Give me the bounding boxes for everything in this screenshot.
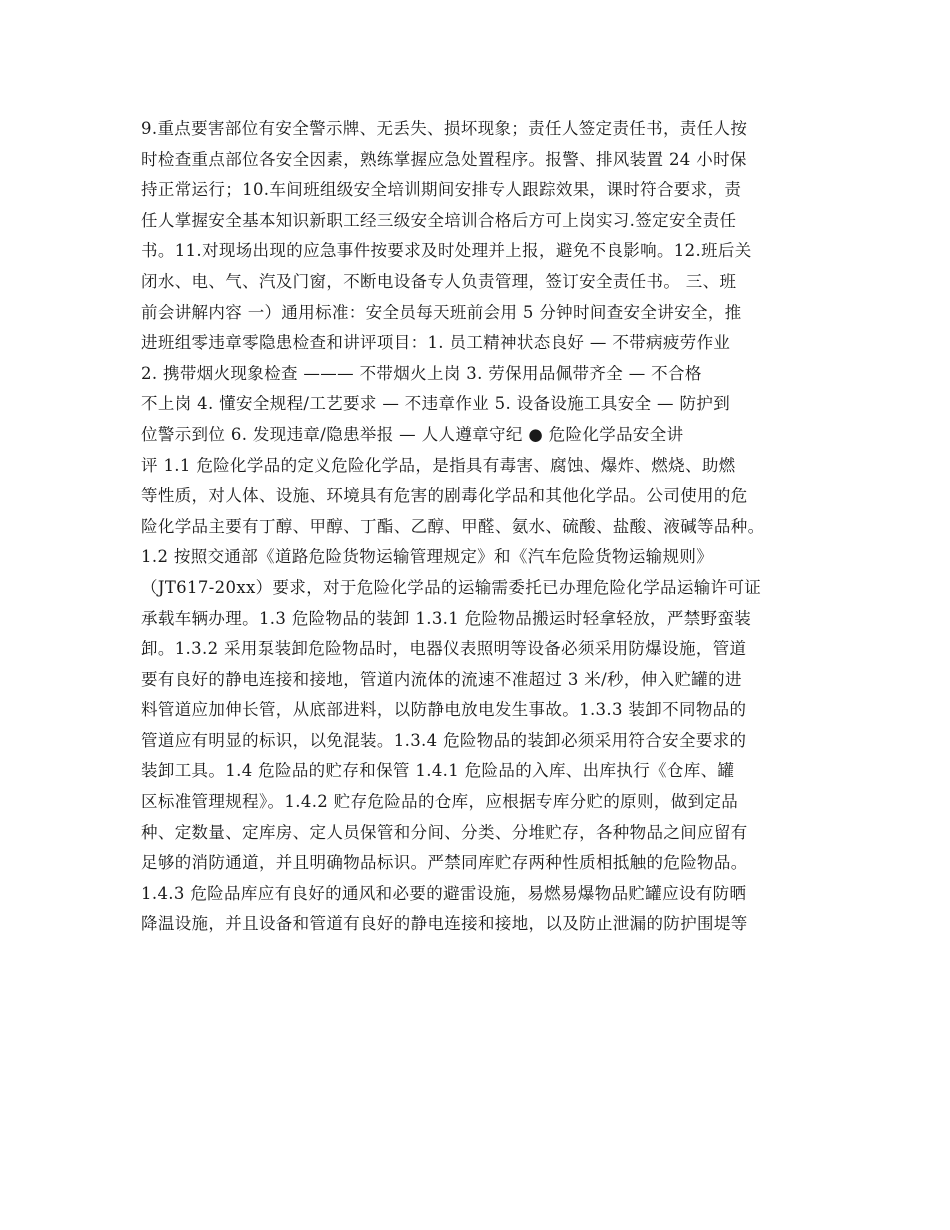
text-line: 2. 携带烟火现象检查 ——— 不带烟火上岗 3. 劳保用品佩带齐全 — 不合格 [141,363,702,383]
text-line: 9.重点要害部位有安全警示牌、无丢失、损坏现象；责任人签定责任书，责任人按 [141,119,748,138]
text-line: 卸。1.3.2 采用泵装卸危险物品时，电器仪表照明等设备必须采用防爆设施，管道 [141,639,747,659]
text-line: 位警示到位 6. 发现违章/隐患举报 — 人人遵章守纪 ● 危险化学品安全讲 [141,424,684,444]
text-line: 任人掌握安全基本知识新职工经三级安全培训合格后方可上岗实习.签定安全责任 [141,210,737,230]
text-line: 降温设施，并且设备和管道有良好的静电连接和接地，以及防止泄漏的防护围堤等 [141,914,748,934]
text-line: 料管道应加伸长管，从底部进料，以防静电放电发生事故。1.3.3 装卸不同物品的 [141,700,747,720]
text-line: 持正常运行；10.车间班组级安全培训期间安排专人跟踪效果，课时符合要求，责 [141,180,742,200]
text-line: 前会讲解内容 一）通用标准：安全员每天班前会用 5 分钟时间查安全讲安全，推 [141,302,742,322]
text-line: （JT617-20xx）要求，对于危险化学品的运输需委托已办理危险化学品运输许可证 [141,577,762,597]
text-line: 评 1.1 危险化学品的定义危险化学品，是指具有毒害、腐蚀、爆炸、燃烧、助燃 [141,455,736,475]
text-line: 进班组零违章零隐患检查和讲评项目：1. 员工精神状态良好 — 不带病疲劳作业 [141,333,731,353]
text-line: 种、定数量、定库房、定人员保管和分间、分类、分堆贮存，各种物品之间应留有 [141,822,748,842]
text-line: 要有良好的静电连接和接地，管道内流体的流速不准超过 3 米/秒，伸入贮罐的进 [141,669,742,689]
text-line: 闭水、电、气、汽及门窗，不断电设备专人负责管理，签订安全责任书。 三、班 [141,271,737,291]
text-line: 装卸工具。1.4 危险品的贮存和保管 1.4.1 危险品的入库、出库执行《仓库、罐 [141,761,735,781]
text-line: 足够的消防通道，并且明确物品标识。严禁同库贮存两种性质相抵触的危险物品。 [141,853,748,873]
text-line: 区标准管理规程》。1.4.2 贮存危险品的仓库，应根据专库分贮的原则，做到定品 [141,792,739,812]
text-line: 时检查重点部位各安全因素，熟练掌握应急处置程序。报警、排风装置 24 小时保 [141,149,747,169]
text-line: 险化学品主要有丁醇、甲醇、丁酯、乙醇、甲醛、氨水、硫酸、盐酸、液碱等品种。 [141,516,765,536]
text-line: 管道应有明显的标识，以免混装。1.3.4 危险物品的装卸必须采用符合安全要求的 [141,730,747,750]
text-line: 书。11.对现场出现的应急事件按要求及时处理并上报，避免不良影响。12.班后关 [141,241,752,261]
text-line: 1.2 按照交通部《道路危险货物运输管理规定》和《汽车危险货物运输规则》 [141,547,714,567]
text-line: 等性质，对人体、设施、环境具有危害的剧毒化学品和其他化学品。公司使用的危 [141,486,748,506]
text-line: 承载车辆办理。1.3 危险物品的装卸 1.3.1 危险物品搬运时轻拿轻放，严禁野蛮装 [141,608,752,628]
text-line: 不上岗 4. 懂安全规程/工艺要求 — 不违章作业 5. 设备设施工具安全 — 防护到 [141,394,731,414]
text-line: 1.4.3 危险品库应有良好的通风和必要的避雷设施，易燃易爆物品贮罐应设有防晒 [141,883,747,903]
body-text [141,114,821,940]
